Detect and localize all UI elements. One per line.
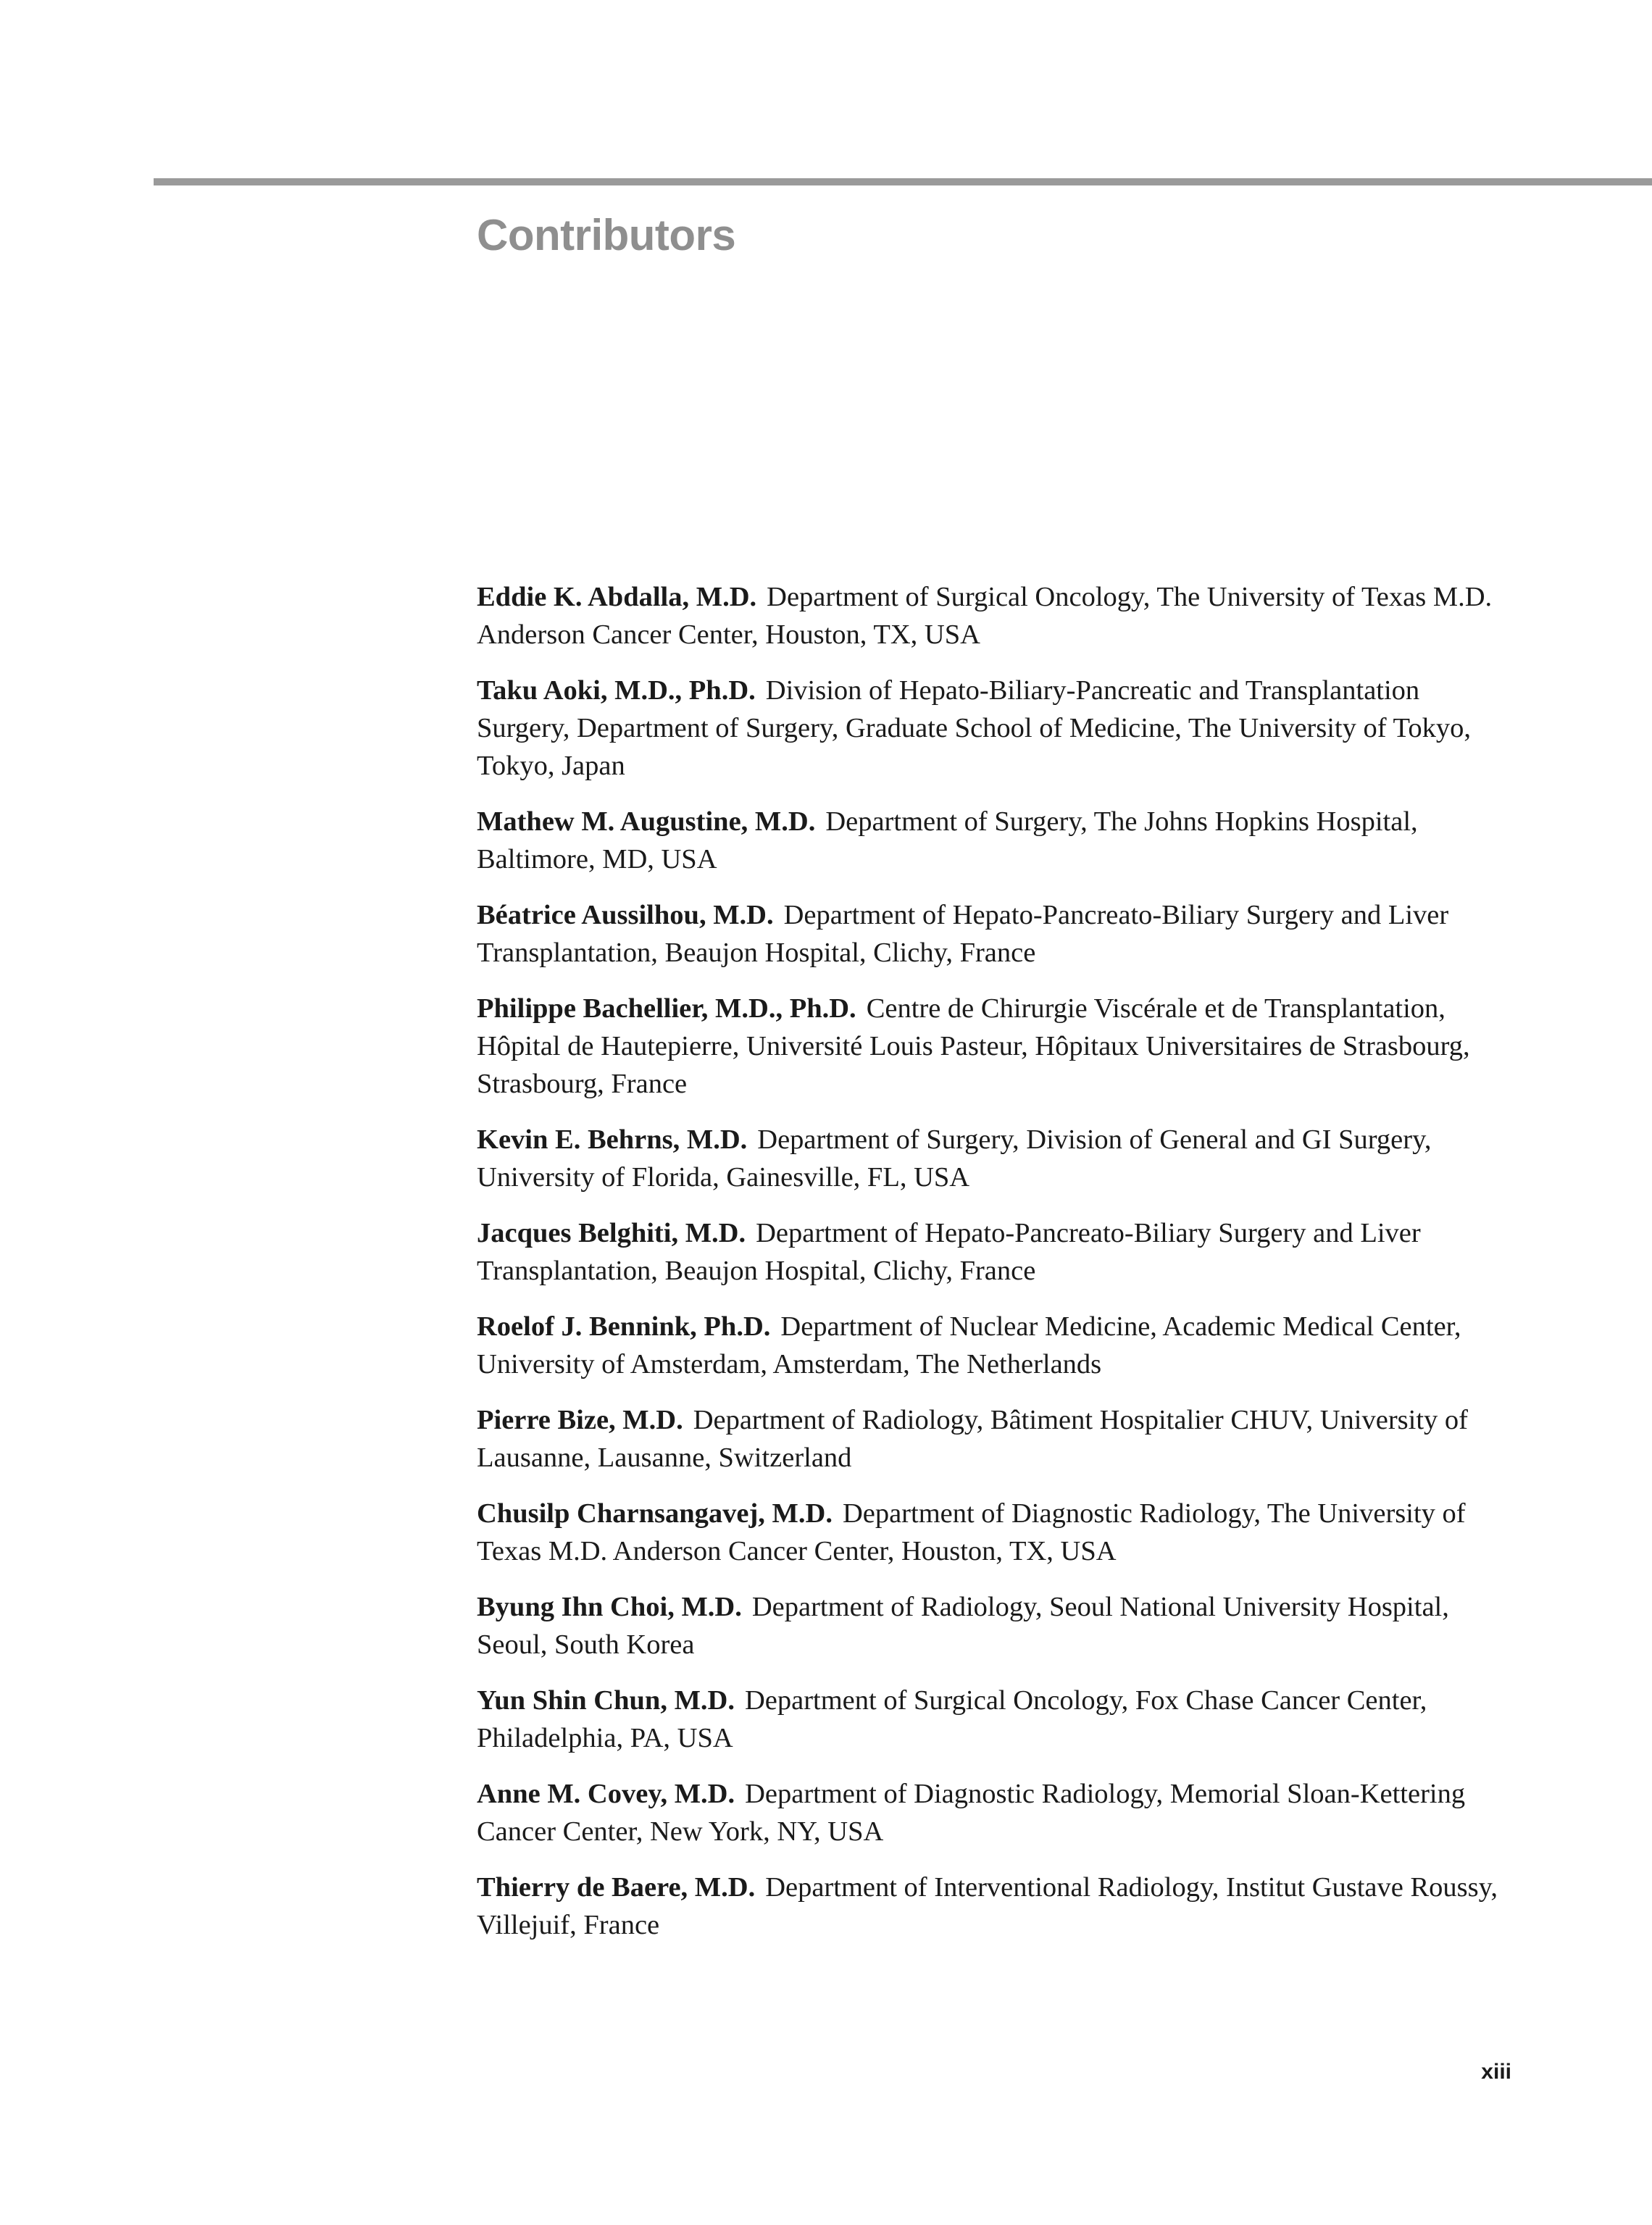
contributor-list — [477, 578, 1506, 1962]
contributor-entry — [477, 1121, 1506, 1196]
contributor-name: Eddie K. Abdalla, M.D. — [477, 582, 757, 612]
contributor-affiliation: Department of Surgery, Division of General and GI Surgery, University of Florida, Gainesville, FL, USA — [477, 1124, 1432, 1193]
contributor-affiliation: Department of Radiology, Seoul National University Hospital, Seoul, South Korea — [477, 1592, 1449, 1660]
contributor-affiliation: Department of Surgery, The Johns Hopkins Hospital, Baltimore, MD, USA — [477, 806, 1418, 874]
contributor-affiliation: Centre de Chirurgie Viscérale et de Transplantation, Hôpital de Hautepierre, Université Louis Pasteur, Hôpitaux Universitaires de Strasbourg, Strasbourg, France — [477, 993, 1470, 1099]
contributor-entry — [477, 896, 1506, 972]
page-number: xiii — [1481, 2060, 1511, 2084]
contributor-entry — [477, 803, 1506, 878]
contributor-name: Byung Ihn Choi, M.D. — [477, 1592, 742, 1622]
contributor-affiliation: Department of Surgical Oncology, Fox Chase Cancer Center, Philadelphia, PA, USA — [477, 1685, 1427, 1753]
contributor-affiliation: Department of Hepato-Pancreato-Biliary Surgery and Liver Transplantation, Beaujon Hospital, Clichy, France — [477, 1218, 1421, 1286]
header-rule — [154, 178, 1652, 185]
contributor-entry — [477, 990, 1506, 1103]
contributor-entry — [477, 1214, 1506, 1290]
contributor-affiliation: Department of Diagnostic Radiology, Memorial Sloan-Kettering Cancer Center, New York, NY, USA — [477, 1779, 1466, 1847]
contributor-name: Mathew M. Augustine, M.D. — [477, 806, 816, 837]
contributor-name: Chusilp Charnsangavej, M.D. — [477, 1498, 833, 1529]
contributor-entry — [477, 1401, 1506, 1477]
contributor-affiliation: Department of Diagnostic Radiology, The University of Texas M.D. Anderson Cancer Center, Houston, TX, USA — [477, 1498, 1466, 1566]
contributor-entry — [477, 1869, 1506, 1944]
contributor-name: Jacques Belghiti, M.D. — [477, 1218, 746, 1248]
contributor-affiliation: Department of Surgical Oncology, The University of Texas M.D. Anderson Cancer Center, Houston, TX, USA — [477, 582, 1493, 650]
contributor-affiliation: Department of Radiology, Bâtiment Hospitalier CHUV, University of Lausanne, Lausanne, Switzerland — [477, 1405, 1468, 1473]
contributor-entry — [477, 1495, 1506, 1570]
contributor-name: Thierry de Baere, M.D. — [477, 1872, 756, 1903]
contributor-affiliation: Department of Hepato-Pancreato-Biliary Surgery and Liver Transplantation, Beaujon Hospital, Clichy, France — [477, 900, 1449, 968]
contributor-entry — [477, 1682, 1506, 1757]
contributor-name: Pierre Bize, M.D. — [477, 1405, 683, 1435]
contributor-name: Yun Shin Chun, M.D. — [477, 1685, 735, 1716]
contributor-affiliation: Department of Interventional Radiology, Institut Gustave Roussy, Villejuif, France — [477, 1872, 1498, 1940]
contributor-entry — [477, 1308, 1506, 1383]
contributor-name: Anne M. Covey, M.D. — [477, 1779, 735, 1809]
contributor-name: Philippe Bachellier, M.D., Ph.D. — [477, 993, 856, 1024]
contributor-affiliation: Department of Nuclear Medicine, Academic Medical Center, University of Amsterdam, Amsterdam, The Netherlands — [477, 1311, 1461, 1379]
contributor-entry — [477, 1588, 1506, 1663]
contributor-name: Kevin E. Behrns, M.D. — [477, 1124, 748, 1155]
contributor-affiliation: Division of Hepato-Biliary-Pancreatic and Transplantation Surgery, Department of Surgery, Graduate School of Medicine, The University of Tokyo, Tokyo, Japan — [477, 675, 1471, 781]
page-title: Contributors — [477, 211, 736, 259]
contributor-name: Béatrice Aussilhou, M.D. — [477, 900, 774, 930]
contributor-name: Roelof J. Bennink, Ph.D. — [477, 1311, 771, 1342]
contributor-entry — [477, 672, 1506, 785]
contributor-entry — [477, 578, 1506, 654]
contributor-entry — [477, 1775, 1506, 1850]
contributor-name: Taku Aoki, M.D., Ph.D. — [477, 675, 756, 706]
